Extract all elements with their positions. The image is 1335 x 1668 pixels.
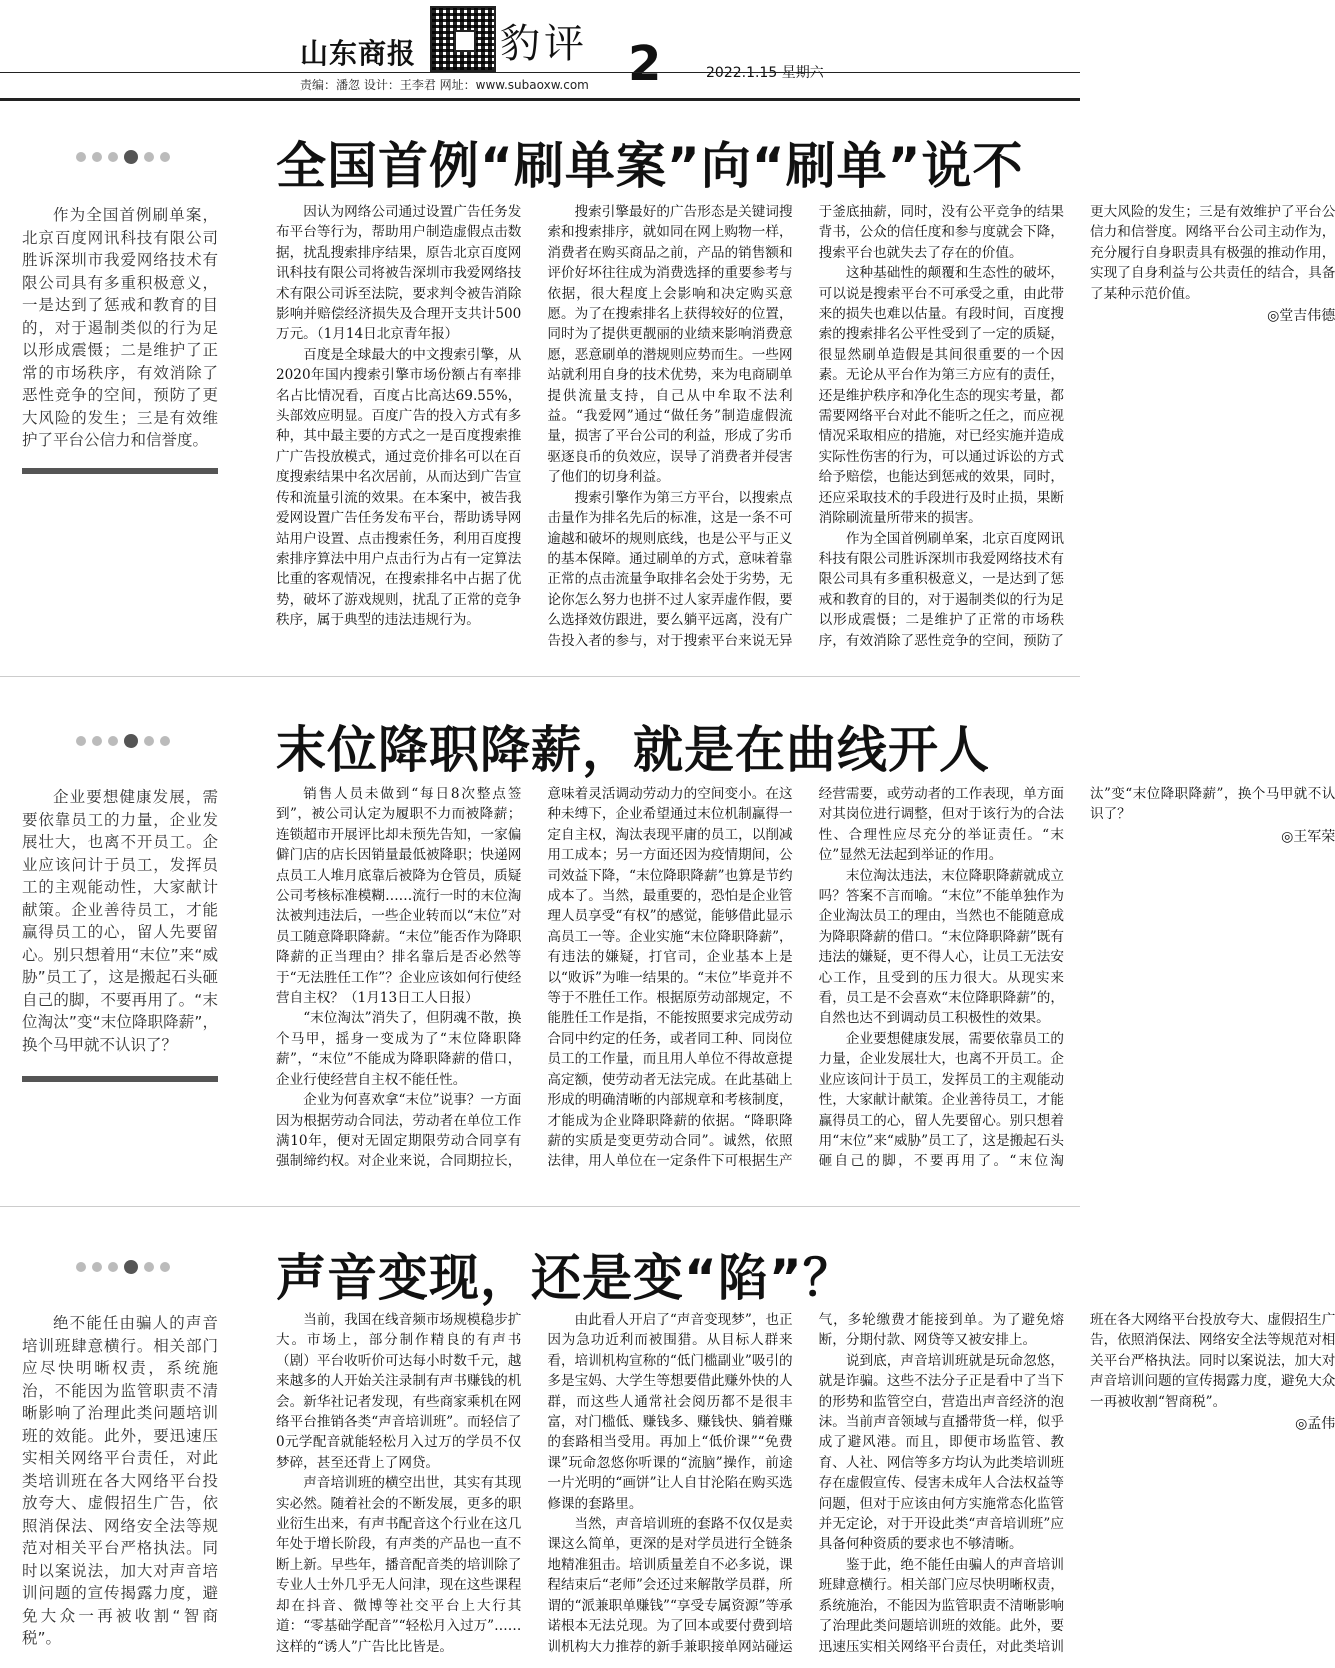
paragraph: 当然，声音培训班的套路不仅仅是卖课这么简单，更深的是对学员进行全链条地精准狙击。培训质量差自不必多说，课程结束后“老师”会还过来解散学员群，所谓的“派兼职单赚钱”“享受专属资源”等承诺根本无法兑现。为了回本或要付费到培训机构大力推荐的新手兼职接单网站碰运气，多轮缴费才能接到单。为了避免熔断，分期付款、网贷等又被安排上。 bbox=[547, 1312, 1064, 1655]
paragraph: 末位淘汰违法，末位降职降薪就成立吗？答案不言而喻。“末位”不能单独作为企业淘汰员工的理由，当然也不能随意成为降职降薪的借口。“末位降职降薪”既有违法的嫌疑，更不得人心，让员工无法安心工作，且受到的压力很大。从现实来看，员工是不会喜欢“末位降职降薪”的，自然也达不到调动员工积极性的效果。 bbox=[818, 867, 1064, 1027]
page-number: 2 bbox=[628, 36, 662, 92]
editor-credits: 责编：潘忽 设计：王李君 网址：www.subaoxw.com bbox=[300, 78, 589, 92]
paper-name: 山东商报 bbox=[300, 37, 417, 70]
paragraph: 鉴于此，绝不能任由骗人的声音培训班肆意横行。相关部门应尽快明晰权责，系统施治，不能因为监管职责不清晰影响了治理此类问题培训班的效能。此外，要迅速压实相关网络平台责任，对此类培训班在各大网络平台投放夸大、虚假招生广告，依照消保法、网络安全法等规范对相关平台严格执法。同时以案说法，加大对声音培训问题的宣传揭露力度，避免大众一再被收割“智商税”。 bbox=[818, 1312, 1335, 1655]
paragraph: 由此看人开启了“声音变现梦”，也正因为急功近利而被围猎。从目标人群来看，培训机构宣称的“低门槛副业”吸引的多是宝妈、大学生等想要借此赚外快的人群，而这些人通常社会阅历都不是很丰富，对门槛低、赚钱多、赚钱快、躺着赚的套路相当受用。再加上“低价课”“免费课”玩命忽悠你听课的“流脑”操作，前途一片光明的“画饼”让人自甘沦陷在购买选修课的套路里。 bbox=[547, 1312, 793, 1512]
article-body-2 bbox=[276, 784, 1335, 1186]
byline-1: ◎堂吉伟德 bbox=[1267, 308, 1335, 325]
paragraph: 声音培训班的横空出世，其实有其现实必然。随着社会的不断发展，更多的职业衍生出来，有声书配音这个行业在这几年处于增长阶段，有声类的产品也一直不断上新。早些年，播音配音类的培训除了专业人士外几乎无人问津，现在这些课程却在抖音、微博等社交平台上大行其道：“零基础学配音”“轻松月入过万”……这样的“诱人”广告比比皆是。 bbox=[276, 1475, 522, 1655]
headline-3: 声音变现，还是变“陷”？ bbox=[276, 1249, 854, 1307]
sidebar-summary-1: 作为全国首例刷单案，北京百度网讯科技有限公司胜诉深圳市我爱网络技术有限公司具有多重积极意义，一是达到了惩戒和教育的目的，对于遏制类似的行为足以形成震慑；二是维护了正常的市场秩序，有效消除了恶性竞争的空间，预防了更大风险的发生；三是有效维护了平台公信力和信誉度。 bbox=[22, 206, 218, 449]
paragraph: 这种基础性的颠覆和生态性的破坏，可以说是搜索平台不可承受之重，由此带来的损失也难以估量。有段时间，百度搜索的搜索排名公平性受到了一定的质疑，很显然刷单造假是其间很重要的一个因素。无论从平台作为第三方应有的责任，还是维护秩序和净化生态的现实考量，都需要网络平台对此不能听之任之，而应视情况采取相应的措施，对已经实施并造成实际性伤害的行为，可以通过诉讼的方式给予赔偿，也能达到惩戒的效果，同时，还应采取技术的手段进行及时止损，果断消除刷流量所带来的损害。 bbox=[818, 265, 1064, 527]
article-separator bbox=[0, 1206, 1080, 1207]
section-name: 豹评 bbox=[500, 21, 588, 67]
sidebar-dots-icon bbox=[76, 1262, 170, 1274]
sidebar-summary-2: 企业要想健康发展，需要依靠员工的力量，企业发展壮大，也离不开员工。企业应该问计于员工，发挥员工的主观能动性，大家献计献策。企业善待员工，才能赢得员工的心，留人先要留心。别只想着用“末位”来“威胁”员工了，这是搬起石头砸自己的脚，不要再用了。“末位淘汰”变“末位降职降薪”，换个马甲就不认识了？ bbox=[22, 788, 218, 1054]
qr-code-icon[interactable] bbox=[430, 6, 496, 72]
paragraph: 搜索引擎最好的广告形态是关键词搜索和搜索排序，就如同在网上购物一样，消费者在购买商品之前，产品的销售额和评价好坏往往成为消费选择的重要参考与依据，很大程度上会影响和决定购买意愿。为了在搜索排名上获得较好的位置，同时为了提供更靓丽的业绩来影响消费意愿，恶意刷单的潜规则应势而生。一些网站就利用自身的技术优势，来为电商刷单提供流量支持，自己从中牟取不法利益。“我爱网”通过“做任务”制造虚假流量，损害了平台公司的利益，形成了劣币驱逐良币的负效应，误导了消费者并侵害了他们的切身利益。 bbox=[547, 204, 793, 486]
sidebar-rule-1 bbox=[22, 468, 218, 474]
headline-1: 全国首例“刷单案”向“刷单”说不 bbox=[276, 137, 1024, 195]
masthead-rule bbox=[0, 72, 1080, 73]
sidebar-dots-icon bbox=[76, 736, 170, 748]
paragraph: 因认为网络公司通过设置广告任务发布平台等行为，帮助用户制造虚假点击数据，扰乱搜索排序结果，原告北京百度网讯科技有限公司将被告深圳市我爱网络技术有限公司诉至法院，要求判令被告消除影响并赔偿经济损失及合理开支共计500万元。（1月14日北京青年报） bbox=[276, 204, 522, 343]
byline-2: ◎王军荣 bbox=[1281, 828, 1335, 845]
byline-3: ◎孟伟 bbox=[1295, 1416, 1335, 1433]
article-body-1 bbox=[276, 202, 1335, 654]
sidebar-dots-icon bbox=[76, 152, 170, 164]
paragraph: “末位淘汰”消失了，但阴魂不散，换个马甲，摇身一变成为了“末位降职降薪”，“末位”不能成为降职降薪的借口，企业行使经营自主权不能任性。 bbox=[276, 1010, 522, 1088]
masthead-bottom-rule bbox=[0, 98, 1080, 101]
sidebar-summary-3: 绝不能任由骗人的声音培训班肆意横行。相关部门应尽快明晰权责，系统施治，不能因为监管职责不清晰影响了治理此类问题培训班的效能。此外，要迅速压实相关网络平台责任，对此类培训班在各大网络平台投放夸大、虚假招生广告，依照消保法、网络安全法等规范对相关平台严格执法。同时以案说法，加大对声音培训问题的宣传揭露力度，避免大众一再被收割“智商税”。 bbox=[22, 1314, 218, 1647]
paragraph: 销售人员未做到“每日8次整点签到”，被公司认定为履职不力而被降薪；连锁超市开展评比却未预先告知，一家偏僻门店的店长因销量最低被降职；快递网点员工人堆月底靠后被降为仓管员，质疑公司考核标准模糊……流行一时的末位淘汰被判违法后，一些企业转而以“末位”对员工随意降职降薪。“末位”能否作为降职降薪的正当理由？排名靠后是否必然等于“无法胜任工作”？企业应该如何行使经营自主权？（1月13日工人日报） bbox=[276, 786, 522, 1007]
paragraph: 当前，我国在线音频市场规模稳步扩大。市场上，部分制作精良的有声书（剧）平台收听价可达每小时数千元，越来越多的人开始关注录制有声书赚钱的机会。新华社记者发现，有些商家乘机在网络平台推销各类“声音培训班”。而轻信了0元学配音就能轻松月入过万的学员不仅梦碎，甚至还背上了网贷。 bbox=[276, 1312, 522, 1471]
issue-date: 2022.1.15 星期六 bbox=[706, 65, 824, 81]
paragraph: 百度是全球最大的中文搜索引擎，从2020年国内搜索引擎市场份额占有率排名占比情况看，百度占比高达69.55%，头部效应明显。百度广告的投入方式有多种，其中最主要的方式之一是百度搜索推广广告投放模式，通过竞价排名可以在百度搜索结果中名次居前，从而达到广告宣传和流量引流的效果。在本案中，被告我爱网设置广告任务发布平台，帮助诱导网站用户设置、点击搜索任务，利用百度搜索排序算法中用户点击行为占有一定算法比重的客观情况，在搜索排名中占据了优势，破坏了游戏规则，扰乱了正常的竞争秩序，属于典型的违法违规行为。 bbox=[276, 346, 522, 629]
headline-2: 末位降职降薪，就是在曲线开人 bbox=[276, 721, 990, 779]
article-separator bbox=[0, 676, 1080, 677]
paragraph: 作为全国首例刷单案，北京百度网讯科技有限公司胜诉深圳市我爱网络技术有限公司具有多重积极意义，一是达到了惩戒和教育的目的，对于遏制类似的行为足以形成震慑；二是维护了正常的市场秩序，有效消除了恶性竞争的空间，预防了更大风险的发生；三是有效维护了平台公信力和信誉度。网络平台公司主动作为，充分履行自身职责具有极强的推动作用，实现了自身利益与公共责任的结合，具备了某种示范价值。 bbox=[818, 204, 1335, 649]
paragraph: 企业要想健康发展，需要依靠员工的力量，企业发展壮大，也离不开员工。企业应该问计于员工，发挥员工的主观能动性，大家献计献策。企业善待员工，才能赢得员工的心，留人先要留心。别只想着用“末位”来“威胁”员工了，这是搬起石头砸自己的脚，不要再用了。“末位淘汰”变“末位降职降薪”，换个马甲就不认识了？ bbox=[818, 786, 1335, 1170]
paragraph: 搜索引擎作为第三方平台，以搜索点击量作为排名先后的标准，这是一条不可逾越和破坏的规则底线，也是公平与正义的基本保障。通过刷单的方式，意味着靠正常的点击流量争取排名会处于劣势，无论你怎么努力也拼不过人家弄虚作假，要么选择效仿跟进，要么躺平远离，没有广告投入者的参与，对于搜索平台来说无异于釜底抽薪，同时，没有公平竞争的结果背书，公众的信任度和参与度就会下降，搜索平台也就失去了存在的价值。 bbox=[547, 204, 1064, 649]
article-body-3 bbox=[276, 1310, 1335, 1660]
sidebar-rule-2 bbox=[22, 1076, 218, 1082]
paragraph: 企业为何喜欢拿“末位”说事？一方面因为根据劳动合同法，劳动者在单位工作满10年，便对无固定期限劳动合同享有强制缔约权。对企业来说，合同期拉长，意味着灵活调动劳动力的空间变小。在这种未缚下，企业希望通过末位机制赢得一定自主权，淘汰表现平庸的员工，以削减用工成本；另一方面还因为疫情期间，公司效益下降，“末位降职降薪”也算是节约成本了。当然，最重要的，恐怕是企业管理人员享受“有权”的感觉，能够借此显示高员工一等。企业实施“末位降职降薪”，有违法的嫌疑，打官司，企业基本上是以“败诉”为唯一结果的。“末位”毕竟并不等于不胜任工作。根据原劳动部规定，不能胜任工作是指，不能按照要求完成劳动合同中约定的任务，或者同工种、同岗位员工的工作量，而且用人单位不得故意提高定额，使劳动者无法完成。在此基础上形成的明确清晰的内部规章和考核制度，才能成为企业降职降薪的依据。“降职降薪的实质是变更劳动合同”。诚然，依照法律，用人单位在一定条件下可根据生产经营需要，或劳动者的工作表现，单方面对其岗位进行调整，但对于该行为的合法性、合理性应尽充分的举证责任。“末位”显然无法起到举证的作用。 bbox=[276, 786, 1064, 1170]
paragraph: 说到底，声音培训班就是玩命忽悠，就是诈骗。这些不法分子正是看中了当下的形势和监管空白，营造出声音经济的泡沫。当前声音领域与直播带货一样，似乎成了避风港。而且，即便市场监管、教育、人社、网信等多方均认为此类培训班存在虚假宣传、侵害未成年人合法权益等问题，但对于应该由何方实施常态化监管并无定论，对于开设此类“声音培训班”应具备何种资质的要求也不够清晰。 bbox=[818, 1352, 1064, 1553]
